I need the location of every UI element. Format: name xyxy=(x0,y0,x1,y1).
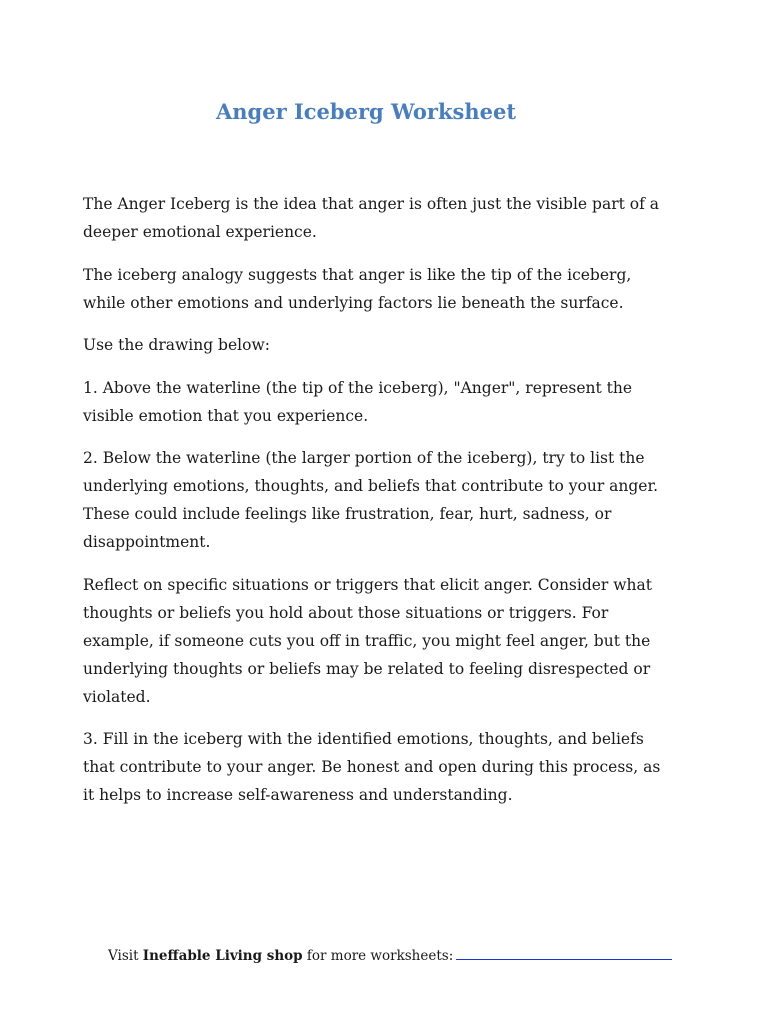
footer-suffix: for more worksheets: xyxy=(302,948,454,964)
step-1-paragraph: 1. Above the waterline (the tip of the iceberg), "Anger", represent the visible emotion that you experience. xyxy=(83,378,633,425)
intro-paragraph: The Anger Iceberg is the idea that anger is often just the visible part of a deeper emotional experience. xyxy=(83,195,659,241)
footer-prefix: Visit xyxy=(108,948,143,964)
reflect-paragraph: Reflect on specific situations or triggers that elicit anger. Consider what thoughts or beliefs you hold about those situations or triggers. For example, if someone cuts you off in traffic, you might feel anger, but the underlying thoughts or beliefs may be related to feeling disrespected or violated. xyxy=(83,575,652,706)
analogy-paragraph: The iceberg analogy suggests that anger is like the tip of the iceberg, while other emotions and underlying factors lie beneath the surface. xyxy=(83,265,632,312)
body-content xyxy=(83,190,663,824)
worksheets-link[interactable] xyxy=(456,947,672,960)
footer-note xyxy=(108,945,668,967)
drawing-instruction: Use the drawing below: xyxy=(83,336,270,354)
page-title: Anger Iceberg Worksheet xyxy=(215,99,517,124)
shop-name[interactable]: Ineffable Living shop xyxy=(142,948,303,964)
step-3-paragraph: 3. Fill in the iceberg with the identified emotions, thoughts, and beliefs that contribute to your anger. Be honest and open during this process, as it helps to increase self-awareness and understanding. xyxy=(83,730,661,804)
step-2-paragraph: 2. Below the waterline (the larger portion of the iceberg), try to list the underlying emotions, thoughts, and beliefs that contribute to your anger. These could include feelings like frustration, fear, hurt, sadness, or disappointment. xyxy=(83,449,659,551)
